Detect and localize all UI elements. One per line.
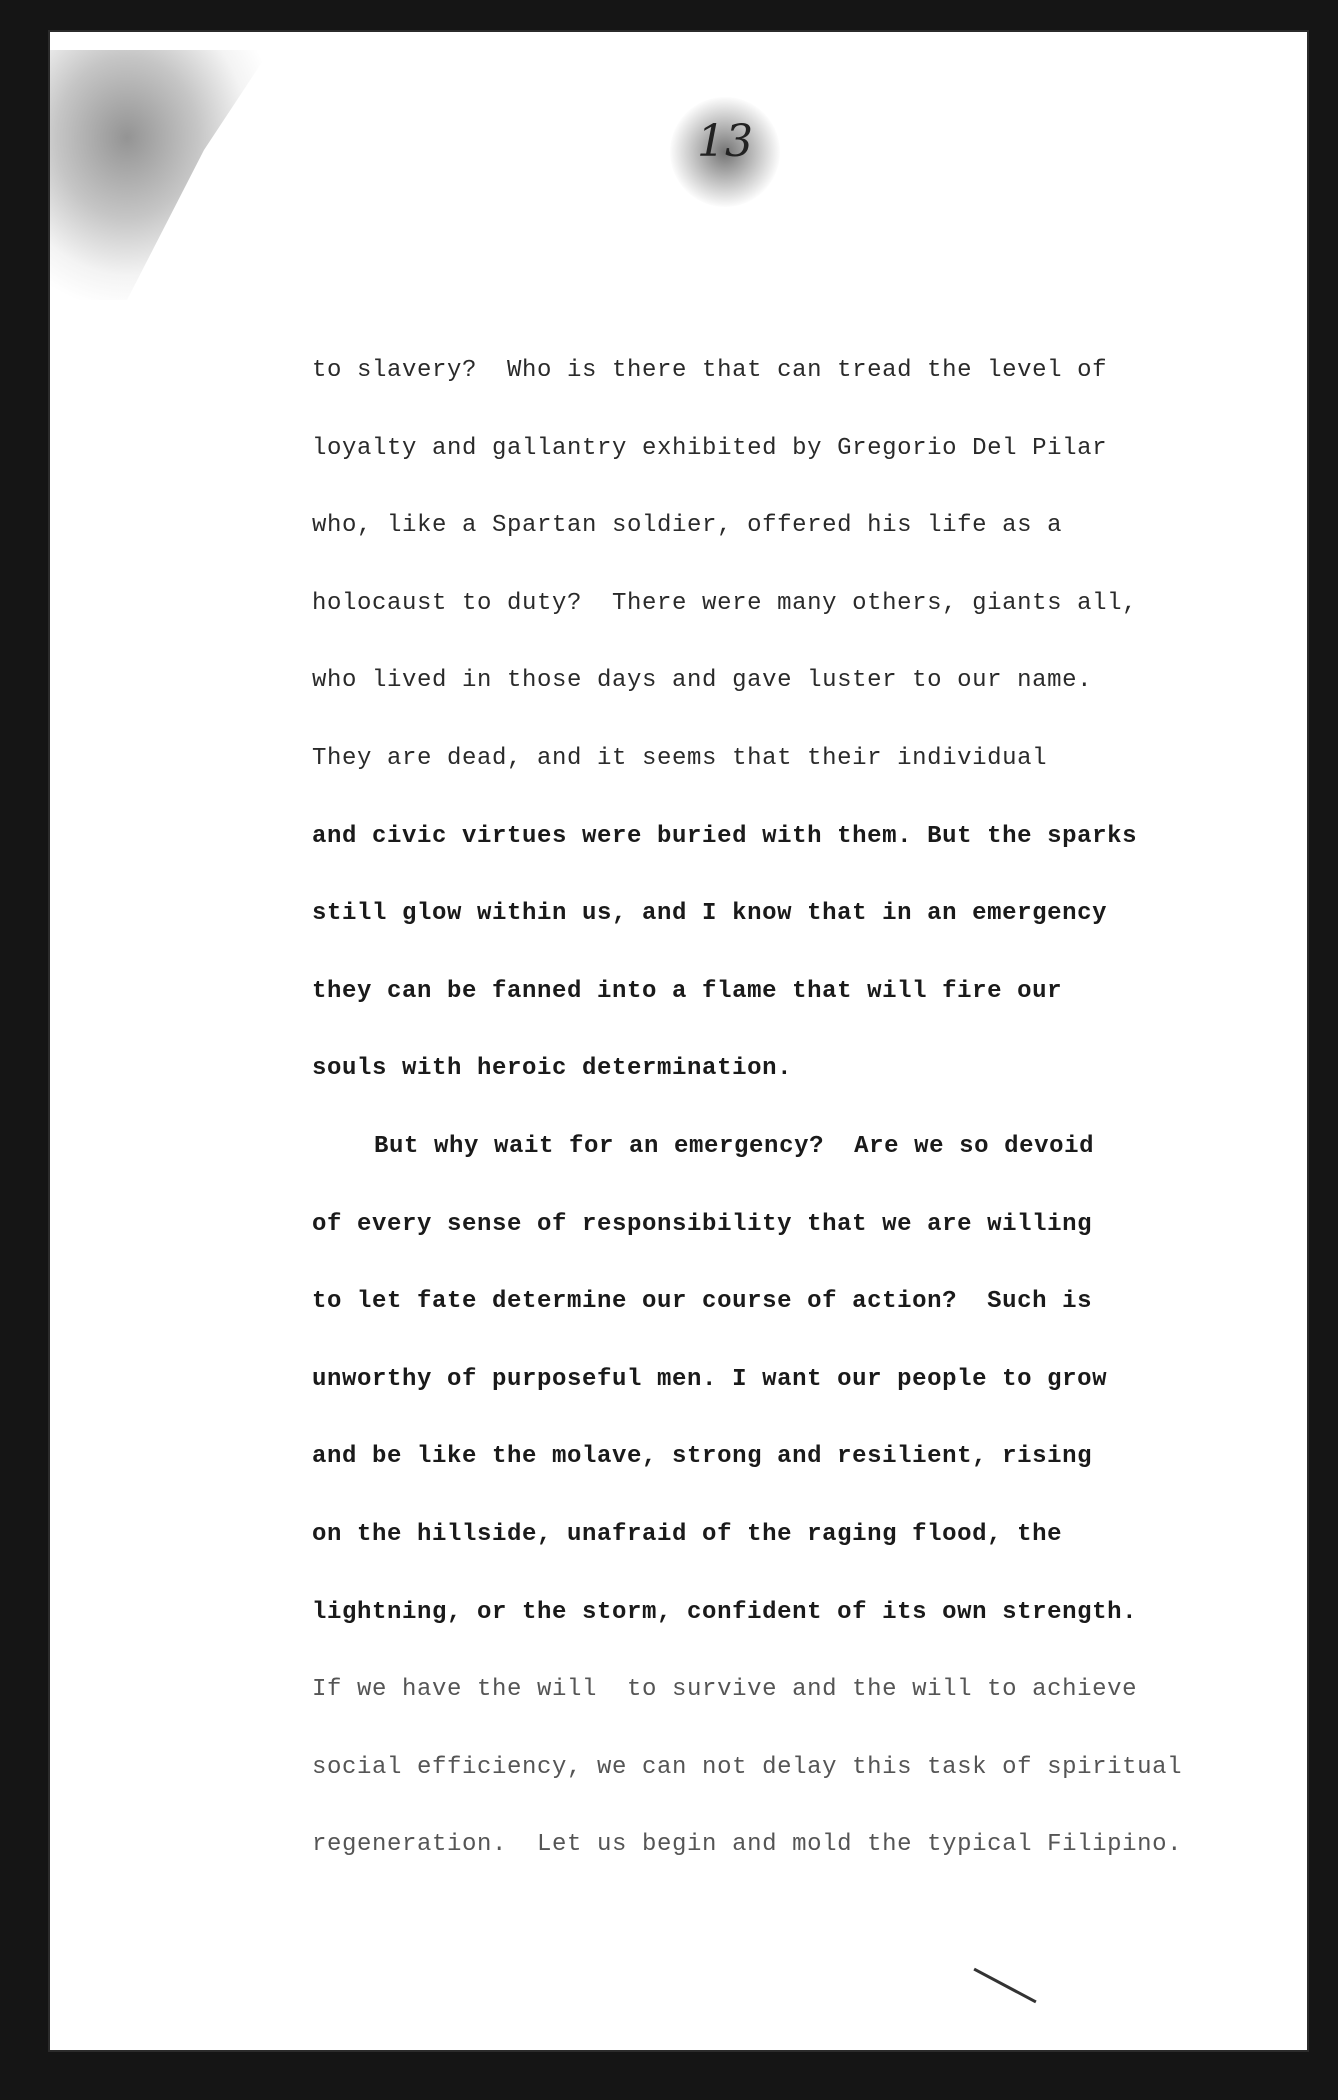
text-line: who lived in those days and gave luster to our name. — [312, 667, 1093, 695]
text-line: still glow within us, and I know that in an emergency — [312, 900, 1108, 928]
text-line: they can be fanned into a flame that will fire our — [312, 977, 1063, 1005]
ink-stain — [50, 50, 270, 300]
text-line: lightning, or the storm, confident of its own strength. — [312, 1598, 1138, 1626]
text-line: If we have the will to survive and the will to achieve — [312, 1676, 1138, 1704]
text-line: souls with heroic determination. — [312, 1055, 793, 1083]
text-line: on the hillside, unafraid of the raging flood, the — [312, 1520, 1063, 1548]
body-text — [312, 332, 1272, 1884]
document-page — [50, 32, 1307, 2050]
text-line: social efficiency, we can not delay this task of spiritual — [312, 1753, 1183, 1781]
text-line: They are dead, and it seems that their individual — [312, 744, 1048, 772]
text-line: to slavery? Who is there that can tread the level of — [312, 357, 1108, 384]
text-line: of every sense of responsibility that we are willing — [312, 1210, 1093, 1238]
text-line: unworthy of purposeful men. I want our people to grow — [312, 1365, 1108, 1393]
text-line: to let fate determine our course of action? Such is — [312, 1288, 1093, 1316]
text-line: and be like the molave, strong and resilient, rising — [312, 1443, 1093, 1471]
text-line: regeneration. Let us begin and mold the typical Filipino. — [312, 1831, 1183, 1859]
paragraph-start-line: But why wait for an emergency? Are we so devoid — [374, 1132, 1095, 1160]
text-line: loyalty and gallantry exhibited by Gregorio Del Pilar — [312, 434, 1108, 462]
text-line: holocaust to duty? There were many others, giants all, — [312, 589, 1138, 617]
text-line: and civic virtues were buried with them. But the sparks — [312, 822, 1138, 850]
page-number: 13 — [670, 97, 780, 207]
text-line: who, like a Spartan soldier, offered his life as a — [312, 512, 1063, 540]
pencil-mark — [973, 1968, 1036, 2004]
